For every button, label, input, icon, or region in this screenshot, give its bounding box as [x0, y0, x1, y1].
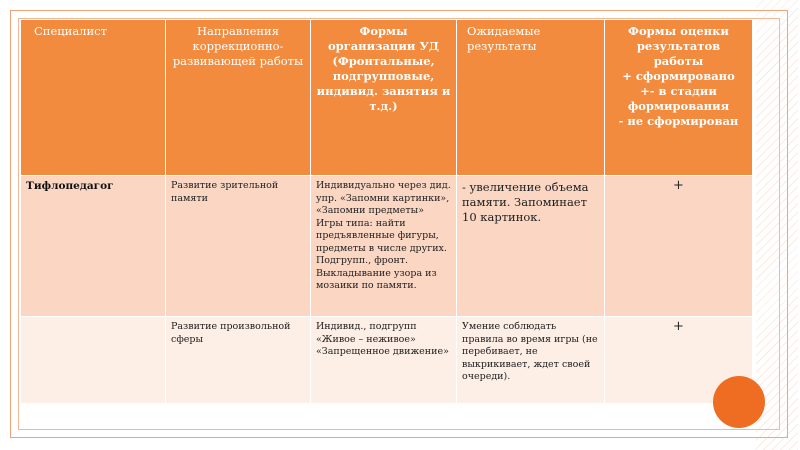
cell-forms: Индивидуально через дид. упр. «Запомни картинки», «Запомни предметы» Игры типа: найти предъявленные фигуры, предметы в числе других. Подгрупп., фронт. Выкладывание узора из мозаики по памяти.: [311, 176, 457, 317]
cell-direction: Развитие произвольной сферы: [166, 317, 311, 404]
header-direction: Направления коррекционно-развивающей работы: [166, 20, 311, 176]
table-header-row: [21, 20, 753, 176]
cell-results: - увеличение объема памяти. Запоминает 10 картинок.: [457, 176, 605, 317]
header-specialist: Специалист: [21, 20, 166, 176]
cell-results: Умение соблюдать правила во время игры (не перебивает, не выкрикивает, ждет своей очереди).: [457, 317, 605, 404]
table-row: [21, 317, 753, 404]
cell-specialist: [21, 317, 166, 404]
decorative-stripes: [756, 0, 798, 450]
table-row: [21, 176, 753, 317]
cell-evaluation: +: [605, 317, 753, 404]
cell-forms: Индивид., подгрупп «Живое – неживое» «Запрещенное движение»: [311, 317, 457, 404]
cell-specialist: Тифлопедагог: [21, 176, 166, 317]
header-results: Ожидаемые результаты: [457, 20, 605, 176]
cell-direction: Развитие зрительной памяти: [166, 176, 311, 317]
cell-evaluation: +: [605, 176, 753, 317]
decorative-circle: [713, 376, 765, 428]
header-evaluation: Формы оценки результатов работы + сформировано +- в стадии формирования - не сформирован: [605, 20, 753, 176]
correction-work-table: [20, 19, 753, 404]
header-forms: Формы организации УД (Фронтальные, подгрупповые, индивид. занятия и т.д.): [311, 20, 457, 176]
